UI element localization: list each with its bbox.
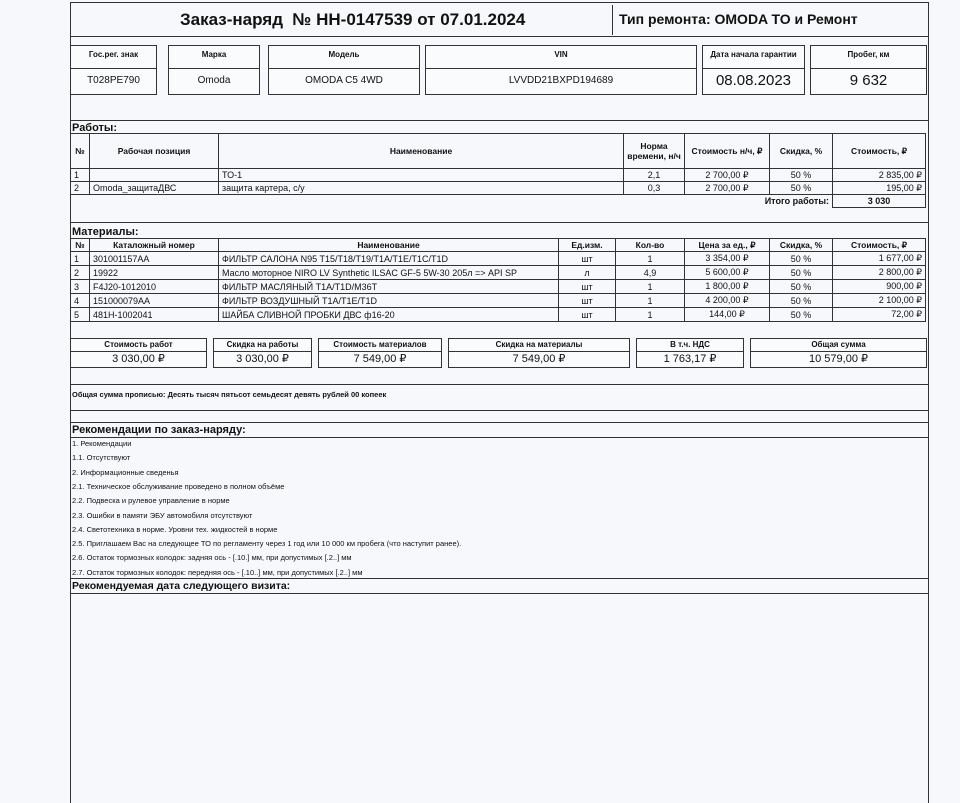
label: VIN bbox=[426, 46, 696, 69]
cell: шт bbox=[559, 294, 616, 308]
materials-cost-box bbox=[318, 338, 442, 368]
cell: 195,00 ₽ bbox=[833, 182, 926, 195]
divider bbox=[70, 384, 928, 385]
cell: 50 % bbox=[770, 182, 833, 195]
cell: ФИЛЬТР ВОЗДУШНЫЙ T1A/T1E/T1D bbox=[219, 294, 559, 308]
cell: ФИЛЬТР САЛОНА N95 T15/T18/T19/T1A/T1E/T1C/T1D bbox=[219, 252, 559, 266]
table-row bbox=[71, 266, 926, 280]
total-box bbox=[750, 338, 927, 368]
recommendation-item: 1. Рекомендации bbox=[72, 439, 132, 448]
cell: 151000079AA bbox=[90, 294, 219, 308]
cell: 4 200,00 ₽ bbox=[685, 294, 770, 308]
label: Гос.рег. знак bbox=[71, 46, 156, 69]
warranty-date-value: 08.08.2023 bbox=[715, 72, 792, 89]
works-total: 3 030 bbox=[833, 195, 926, 208]
cell: 1 bbox=[71, 169, 90, 182]
th: Скидка, % bbox=[770, 239, 833, 252]
cell: шт bbox=[559, 280, 616, 294]
mileage-box bbox=[810, 45, 927, 95]
divider bbox=[70, 593, 928, 594]
cell: ТО-1 bbox=[219, 169, 624, 182]
cell: 50 % bbox=[770, 252, 833, 266]
vin-box bbox=[425, 45, 697, 95]
cell: 50 % bbox=[770, 280, 833, 294]
order-title: Заказ-наряд № НН-0147539 от 07.01.2024 bbox=[180, 10, 526, 29]
recommendation-item: 2. Информационные сведенья bbox=[72, 467, 179, 477]
labor-discount-box bbox=[213, 338, 312, 368]
th: Стоимость н/ч, ₽ bbox=[685, 134, 770, 169]
cell: 1 bbox=[616, 294, 685, 308]
th: Кол-во bbox=[616, 239, 685, 252]
document-frame bbox=[70, 2, 929, 803]
plate-box bbox=[70, 45, 157, 95]
cell: 50 % bbox=[770, 308, 833, 322]
cell: Масло моторное NIRO LV Synthetic ILSAC GF-5 5W-30 205л => API SP bbox=[219, 266, 559, 280]
th: Стоимость, ₽ bbox=[833, 134, 926, 169]
th: Норма времени, н/ч bbox=[624, 134, 685, 169]
cell: F4J20-1012010 bbox=[90, 280, 219, 294]
make-box bbox=[168, 45, 260, 95]
label: Скидка на материалы bbox=[449, 339, 629, 352]
cell: шт bbox=[559, 308, 616, 322]
th: Цена за ед., ₽ bbox=[685, 239, 770, 252]
cell: 1 bbox=[616, 308, 685, 322]
th: Скидка, % bbox=[770, 134, 833, 169]
cell: 2 700,00 ₽ bbox=[685, 169, 770, 182]
cell: 1 bbox=[71, 252, 90, 266]
cell: 0,3 bbox=[624, 182, 685, 195]
value: 3 030,00 ₽ bbox=[112, 353, 165, 365]
model-value: OMODA C5 4WD bbox=[305, 75, 383, 86]
works-table bbox=[70, 133, 926, 208]
divider bbox=[70, 578, 928, 579]
works-title: Работы: bbox=[72, 122, 117, 134]
labor-cost-box bbox=[70, 338, 207, 368]
cell bbox=[90, 169, 219, 182]
label: Стоимость работ bbox=[71, 339, 206, 352]
cell: 2 100,00 ₽ bbox=[833, 294, 926, 308]
warranty-date-box bbox=[702, 45, 805, 95]
recommendation-item: 2.4. Светотехника в норме. Уровни тех. жидкостей в норме bbox=[72, 524, 278, 534]
divider bbox=[70, 437, 928, 438]
label: Скидка на работы bbox=[214, 339, 311, 352]
label: Стоимость материалов bbox=[319, 339, 441, 352]
divider bbox=[70, 36, 928, 37]
cell: 481H-1002041 bbox=[90, 308, 219, 322]
th: Ед.изм. bbox=[559, 239, 616, 252]
recommendation-item: 2.2. Подвеска и рулевое управление в норме bbox=[72, 496, 230, 506]
cell: 3 bbox=[71, 280, 90, 294]
table-row bbox=[71, 308, 926, 322]
cell: защита картера, с/у bbox=[219, 182, 624, 195]
cell: 2 835,00 ₽ bbox=[833, 169, 926, 182]
cell: ФИЛЬТР МАСЛЯНЫЙ T1A/T1D/M36T bbox=[219, 280, 559, 294]
cell: 2,1 bbox=[624, 169, 685, 182]
table-row bbox=[71, 182, 926, 195]
cell: 4,9 bbox=[616, 266, 685, 280]
cell: 5 bbox=[71, 308, 90, 322]
materials-discount-box bbox=[448, 338, 630, 368]
cell: 2 bbox=[71, 266, 90, 280]
model-box bbox=[268, 45, 420, 95]
th: № bbox=[71, 239, 90, 252]
works-total-label: Итого работы: bbox=[71, 195, 833, 208]
divider bbox=[70, 410, 928, 411]
cell: 3 354,00 ₽ bbox=[685, 252, 770, 266]
recommendation-item: 2.5. Приглашаем Вас на следующее ТО по регламенту через 1 год или 10 000 км пробега (что наступит ранее). bbox=[72, 539, 462, 549]
cell: л bbox=[559, 266, 616, 280]
cell: 2 800,00 ₽ bbox=[833, 266, 926, 280]
recommendation-item: 1.1. Отсутствуют bbox=[72, 453, 131, 463]
cell: 2 700,00 ₽ bbox=[685, 182, 770, 195]
cell: 1 677,00 ₽ bbox=[833, 252, 926, 266]
th: Каталожный номер bbox=[90, 239, 219, 252]
cell: 50 % bbox=[770, 169, 833, 182]
recommendations-title: Рекомендации по заказ-наряду: bbox=[72, 424, 246, 436]
make-value: Omoda bbox=[197, 75, 231, 86]
recommendation-item: 2.6. Остаток тормозных колодок: задняя ось - [.10.] мм, при допустимых [.2..] мм bbox=[72, 553, 352, 563]
vat-box bbox=[636, 338, 744, 368]
cell: Omoda_защитаДВС bbox=[90, 182, 219, 195]
cell: 144,00 ₽ bbox=[685, 308, 770, 322]
cell: 1 bbox=[616, 252, 685, 266]
next-visit-title: Рекомендуемая дата следующего визита: bbox=[72, 580, 291, 592]
table-row bbox=[71, 280, 926, 294]
cell: 72,00 ₽ bbox=[833, 308, 926, 322]
recommendation-item: 2.3. Ошибки в памяти ЭБУ автомобиля отсутствуют bbox=[72, 510, 253, 520]
th: Стоимость, ₽ bbox=[833, 239, 926, 252]
cell: шт bbox=[559, 252, 616, 266]
value: 3 030,00 ₽ bbox=[236, 353, 289, 365]
cell: ШАЙБА СЛИВНОЙ ПРОБКИ ДВС ф16-20 bbox=[219, 308, 559, 322]
cell: 50 % bbox=[770, 266, 833, 280]
recommendation-item: 2.1. Техническое обслуживание проведено в полном объёме bbox=[72, 481, 285, 491]
divider bbox=[70, 120, 928, 121]
value: 10 579,00 ₽ bbox=[809, 353, 868, 365]
divider bbox=[70, 222, 928, 223]
vin-value: LVVDD21BXPD194689 bbox=[508, 75, 614, 86]
cell: 900,00 ₽ bbox=[833, 280, 926, 294]
label: Модель bbox=[269, 46, 419, 69]
divider bbox=[70, 422, 928, 423]
cell: 4 bbox=[71, 294, 90, 308]
cell: 5 600,00 ₽ bbox=[685, 266, 770, 280]
value: 7 549,00 ₽ bbox=[512, 353, 566, 365]
value: 7 549,00 ₽ bbox=[353, 353, 407, 365]
label: В т.ч. НДС bbox=[637, 339, 743, 352]
materials-title: Материалы: bbox=[72, 226, 139, 238]
mileage-value: 9 632 bbox=[849, 72, 888, 89]
th: Наименование bbox=[219, 134, 624, 169]
value: 1 763,17 ₽ bbox=[663, 353, 717, 365]
label: Общая сумма bbox=[751, 339, 926, 352]
cell: 1 800,00 ₽ bbox=[685, 280, 770, 294]
th: Рабочая позиция bbox=[90, 134, 219, 169]
cell: 1 bbox=[616, 280, 685, 294]
cell: 19922 bbox=[90, 266, 219, 280]
th: Наименование bbox=[219, 239, 559, 252]
repair-type: Тип ремонта: OMODA ТО и Ремонт bbox=[612, 5, 933, 35]
plate-value: Т028РЕ790 bbox=[87, 75, 140, 86]
amount-in-words: Общая сумма прописью: Десять тысяч пятьсот семьдесят девять рублей 00 копеек bbox=[72, 390, 387, 399]
recommendation-item: 2.7. Остаток тормозных колодок: передняя ось - [.10..] мм, при допустимых [.2..] мм bbox=[72, 567, 363, 577]
table-row bbox=[71, 252, 926, 266]
table-row bbox=[71, 294, 926, 308]
label: Марка bbox=[169, 46, 259, 69]
cell: 2 bbox=[71, 182, 90, 195]
materials-table bbox=[70, 238, 926, 322]
label: Дата начала гарантии bbox=[703, 46, 804, 69]
th: № bbox=[71, 134, 90, 169]
table-row bbox=[71, 169, 926, 182]
cell: 301001157AA bbox=[90, 252, 219, 266]
cell: 50 % bbox=[770, 294, 833, 308]
label: Пробег, км bbox=[811, 46, 926, 69]
